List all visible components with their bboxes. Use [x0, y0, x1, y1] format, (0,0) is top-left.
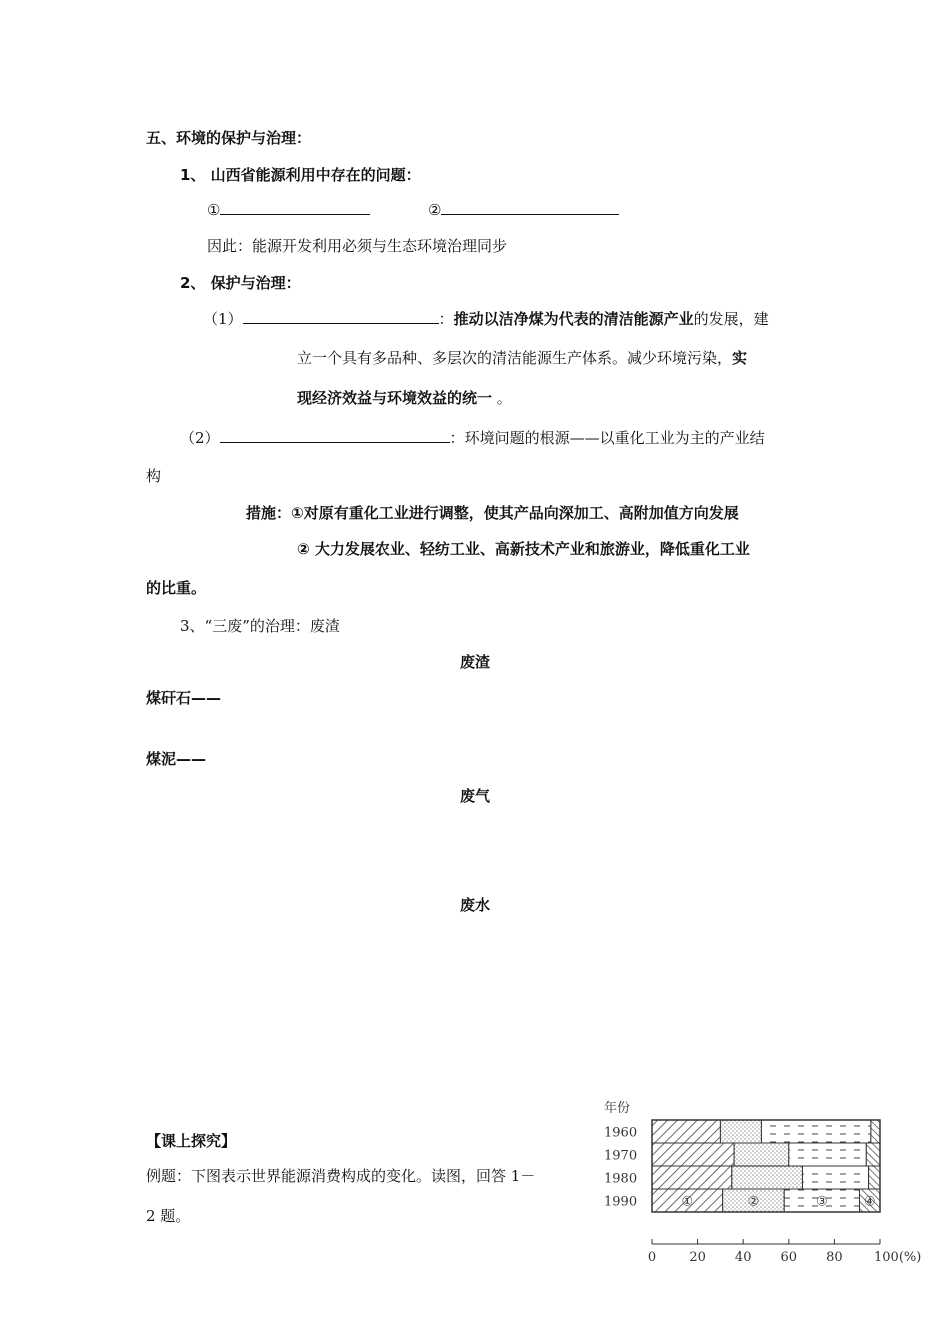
year-label: 1990: [604, 1194, 638, 1210]
p2-text: 环境问题的根源——以重化工业为主的产业结: [464, 429, 765, 447]
bar-segment: [652, 1143, 734, 1166]
item2-title: 2、 保护与治理：: [180, 274, 301, 292]
year-label: 1980: [604, 1171, 638, 1187]
blank-mark-1: ①: [207, 201, 221, 219]
gas-heading: 废气: [459, 787, 490, 805]
measure-1: ①对原有重化工业进行调整，使其产品向深加工、高附加值方向发展: [291, 504, 739, 522]
bar-segment: [734, 1143, 789, 1166]
blank-line-1[interactable]: [220, 200, 370, 215]
bar-segment: [732, 1166, 803, 1189]
segment-label: ①: [681, 1194, 694, 1210]
blank-mark-2: ②: [428, 201, 442, 219]
blank-line-2[interactable]: [441, 200, 619, 215]
item3-title: 3、“三废”的治理：废渣: [180, 617, 340, 635]
segment-label: ④: [863, 1194, 876, 1210]
item1-title: 1、 山西省能源利用中存在的问题：: [180, 166, 421, 184]
slag-heading: 废渣: [459, 653, 490, 671]
year-label: 1960: [604, 1125, 638, 1141]
x-tick-label: 60: [780, 1250, 798, 1265]
item1-note: 因此：能源开发利用必须与生态环境治理同步: [207, 237, 508, 255]
bar-segment: [789, 1143, 867, 1166]
x-tick-label: 80: [826, 1250, 843, 1265]
p1-line3-bold: 现经济效益与环境效益的统一: [297, 389, 493, 407]
segment-label: ②: [747, 1194, 760, 1210]
p1-line2-bold: 实: [732, 349, 748, 367]
measures-label: 措施：: [246, 504, 292, 522]
energy-consumption-chart: [600, 1098, 940, 1278]
p1-line3-tail: 。: [492, 389, 512, 407]
chart-ylabel: 年份: [604, 1101, 631, 1116]
measure-2: ② 大力发展农业、轻纺工业、高新技术产业和旅游业，降低重化工业: [297, 540, 750, 558]
p1-bold-text: 推动以洁净煤为代表的清洁能源产业: [453, 310, 694, 328]
p1-num: （1）: [203, 310, 243, 328]
p2-line2: 构: [146, 467, 162, 485]
bar-segment: [869, 1166, 880, 1189]
p2-colon: ：: [449, 429, 465, 447]
bar-segment: [761, 1120, 870, 1143]
p2-line1: [180, 428, 765, 448]
p1-blank[interactable]: [243, 309, 439, 324]
slime-line: 煤泥——: [146, 750, 207, 768]
problem-blanks: [207, 200, 619, 220]
p2-num: （2）: [180, 429, 220, 447]
measures-line1: [246, 503, 739, 523]
segment-label: ③: [816, 1194, 828, 1210]
example-line2: 2 题。: [146, 1207, 191, 1225]
x-tick-label: 40: [734, 1250, 752, 1265]
bar-segment: [720, 1120, 761, 1143]
bar-segment: [652, 1120, 720, 1143]
p2-blank[interactable]: [220, 428, 450, 443]
section-heading: 五、环境的保护与治理：: [146, 129, 312, 147]
water-heading: 废水: [459, 896, 490, 914]
measure-2-cont: 的比重。: [146, 579, 207, 597]
p1-line1: [203, 309, 769, 329]
year-label: 1970: [604, 1148, 638, 1164]
gangue-line: 煤矸石——: [146, 689, 222, 707]
example-line1: 例题：下图表示世界能源消费构成的变化。读图，回答 1－: [146, 1167, 536, 1185]
bar-segment: [802, 1166, 868, 1189]
bar-segment: [866, 1143, 880, 1166]
x-tick-label: 20: [689, 1250, 706, 1265]
p1-tail: 的发展，建: [693, 310, 769, 328]
p1-line3: [297, 388, 512, 408]
x-tick-label: 0: [647, 1250, 657, 1265]
x-tick-label: 100(%): [874, 1250, 922, 1265]
p1-line2: [297, 348, 747, 368]
p1-line2-text: 立一个具有多品种、多层次的清洁能源生产体系。减少环境污染，: [297, 349, 733, 367]
exploration-heading: 【课上探究】: [146, 1132, 237, 1150]
p1-colon: ：: [438, 310, 454, 328]
bar-segment: [652, 1166, 732, 1189]
bar-segment: [871, 1120, 880, 1143]
